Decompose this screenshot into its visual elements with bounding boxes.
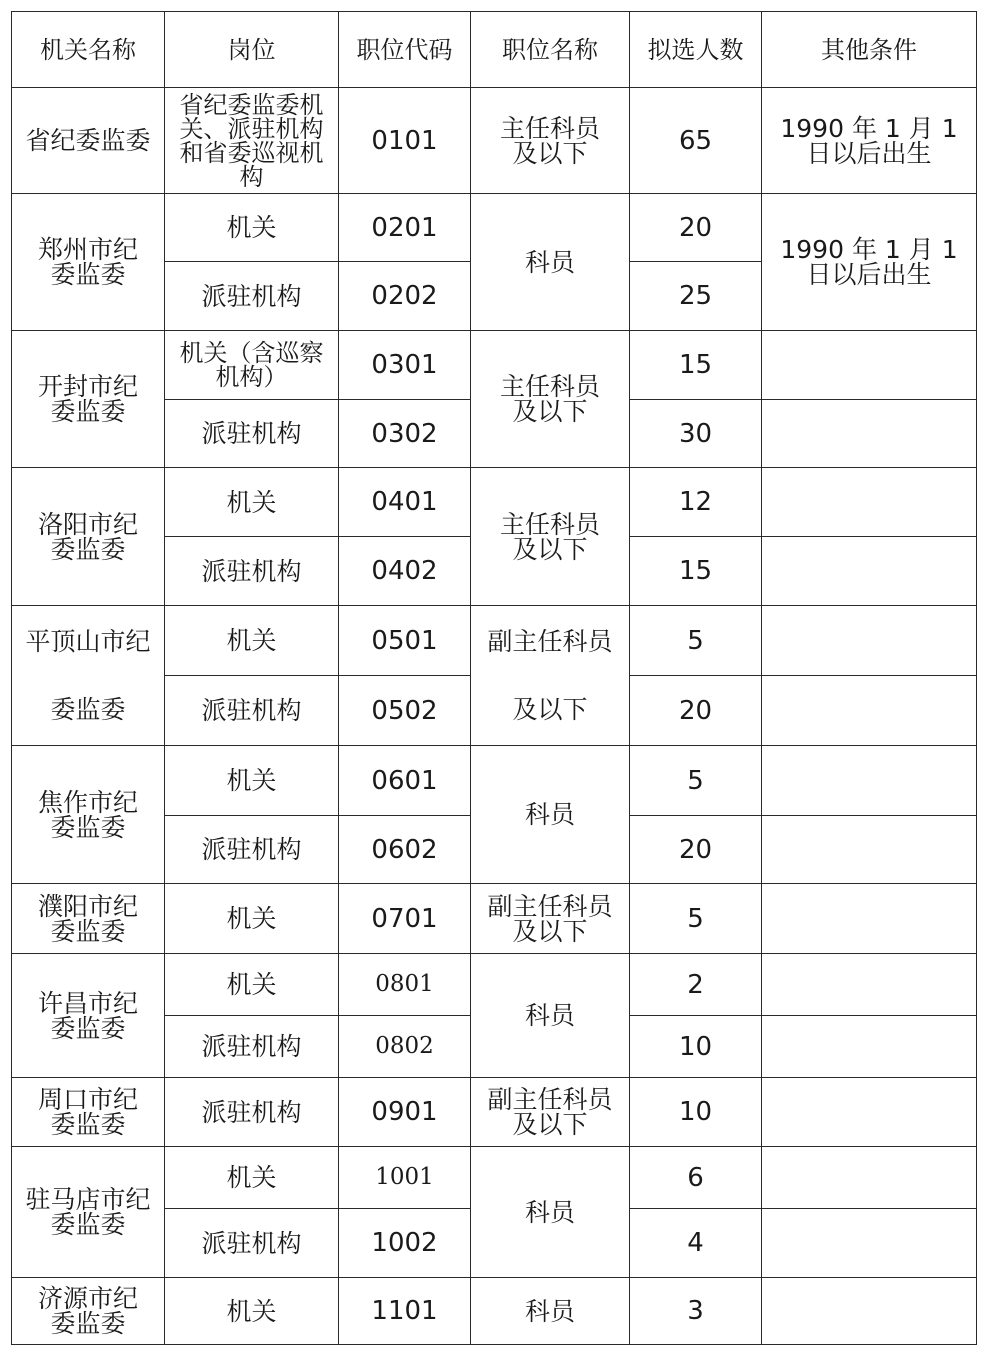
post-name: 派驻机构 — [165, 262, 339, 331]
org-name: 郑州市纪委监委 — [12, 194, 165, 331]
hire-count: 65 — [630, 88, 762, 194]
table-row — [12, 884, 977, 954]
post-name: 派驻机构 — [165, 1209, 339, 1278]
header-row — [12, 12, 977, 88]
other-condition: 1990 年 1 月 1 日以后出生 — [762, 194, 977, 331]
post-title: 副主任科员及以下 — [471, 884, 630, 954]
header-org: 机关名称 — [12, 12, 165, 88]
post-code: 0501 — [339, 606, 471, 676]
table-row — [12, 1147, 977, 1209]
post-name: 机关 — [165, 468, 339, 537]
hire-count: 20 — [630, 816, 762, 884]
post-code: 1002 — [339, 1209, 471, 1278]
hire-count: 12 — [630, 468, 762, 537]
other-condition — [762, 537, 977, 606]
other-condition — [762, 954, 977, 1016]
post-name: 机关 — [165, 1278, 339, 1345]
hire-count: 10 — [630, 1016, 762, 1078]
other-condition: 1990 年 1 月 1 日以后出生 — [762, 88, 977, 194]
other-condition — [762, 676, 977, 746]
post-code: 0701 — [339, 884, 471, 954]
org-name: 洛阳市纪委监委 — [12, 468, 165, 606]
hire-count: 15 — [630, 331, 762, 400]
other-condition — [762, 606, 977, 676]
org-name: 濮阳市纪委监委 — [12, 884, 165, 954]
post-name: 派驻机构 — [165, 816, 339, 884]
hire-count: 5 — [630, 746, 762, 816]
post-name: 派驻机构 — [165, 400, 339, 468]
org-name: 许昌市纪委监委 — [12, 954, 165, 1078]
post-name: 派驻机构 — [165, 1078, 339, 1147]
post-title: 科员 — [471, 746, 630, 884]
post-title: 主任科员及以下 — [471, 331, 630, 468]
table-row — [12, 954, 977, 1016]
hire-count: 2 — [630, 954, 762, 1016]
other-condition — [762, 400, 977, 468]
post-code: 0201 — [339, 194, 471, 262]
post-code: 0601 — [339, 746, 471, 816]
header-count: 拟选人数 — [630, 12, 762, 88]
post-code: 0402 — [339, 537, 471, 606]
hire-count: 4 — [630, 1209, 762, 1278]
org-name: 济源市纪委监委 — [12, 1278, 165, 1345]
post-name: 机关 — [165, 1147, 339, 1209]
hire-count: 10 — [630, 1078, 762, 1147]
hire-count: 20 — [630, 194, 762, 262]
post-title: 副主任科员及以下 — [471, 1078, 630, 1147]
org-name: 开封市纪委监委 — [12, 331, 165, 468]
hire-count: 20 — [630, 676, 762, 746]
other-condition — [762, 331, 977, 400]
post-title: 科员 — [471, 1147, 630, 1278]
hire-count: 15 — [630, 537, 762, 606]
post-name: 机关 — [165, 194, 339, 262]
header-code: 职位代码 — [339, 12, 471, 88]
table-row — [12, 746, 977, 816]
post-code: 0502 — [339, 676, 471, 746]
table-row — [12, 1078, 977, 1147]
hire-count: 5 — [630, 884, 762, 954]
other-condition — [762, 1209, 977, 1278]
header-post: 岗位 — [165, 12, 339, 88]
header-title: 职位名称 — [471, 12, 630, 88]
post-code: 0202 — [339, 262, 471, 331]
other-condition — [762, 816, 977, 884]
table-row — [12, 331, 977, 400]
table-row — [12, 88, 977, 194]
post-code: 0801 — [339, 954, 471, 1016]
hire-count: 3 — [630, 1278, 762, 1345]
post-code: 0301 — [339, 331, 471, 400]
post-name: 机关（含巡察机构） — [165, 331, 339, 400]
hire-count: 25 — [630, 262, 762, 331]
post-name: 派驻机构 — [165, 537, 339, 606]
table-row — [12, 1278, 977, 1345]
other-condition — [762, 1016, 977, 1078]
org-name: 焦作市纪委监委 — [12, 746, 165, 884]
org-name: 周口市纪委监委 — [12, 1078, 165, 1147]
other-condition — [762, 884, 977, 954]
post-code: 0802 — [339, 1016, 471, 1078]
table-row — [12, 194, 977, 262]
post-name: 机关 — [165, 606, 339, 676]
post-title: 主任科员及以下 — [471, 88, 630, 194]
other-condition — [762, 468, 977, 537]
post-name: 机关 — [165, 884, 339, 954]
table-row — [12, 606, 977, 676]
post-code: 1101 — [339, 1278, 471, 1345]
post-title: 主任科员及以下 — [471, 468, 630, 606]
post-title: 科员 — [471, 1278, 630, 1345]
post-title: 科员 — [471, 194, 630, 331]
other-condition — [762, 1278, 977, 1345]
post-name: 机关 — [165, 954, 339, 1016]
org-name: 驻马店市纪委监委 — [12, 1147, 165, 1278]
hire-count: 30 — [630, 400, 762, 468]
post-name: 派驻机构 — [165, 676, 339, 746]
recruitment-table — [11, 11, 977, 1345]
post-name: 派驻机构 — [165, 1016, 339, 1078]
other-condition — [762, 746, 977, 816]
post-code: 1001 — [339, 1147, 471, 1209]
post-name: 省纪委监委机关、派驻机构和省委巡视机构 — [165, 88, 339, 194]
post-code: 0101 — [339, 88, 471, 194]
post-code: 0602 — [339, 816, 471, 884]
table-row — [12, 468, 977, 537]
post-code: 0901 — [339, 1078, 471, 1147]
header-cond: 其他条件 — [762, 12, 977, 88]
hire-count: 5 — [630, 606, 762, 676]
post-code: 0401 — [339, 468, 471, 537]
org-name: 省纪委监委 — [12, 88, 165, 194]
post-title: 科员 — [471, 954, 630, 1078]
hire-count: 6 — [630, 1147, 762, 1209]
post-title: 副主任科员及以下 — [471, 606, 630, 746]
post-name: 机关 — [165, 746, 339, 816]
other-condition — [762, 1078, 977, 1147]
post-code: 0302 — [339, 400, 471, 468]
org-name: 平顶山市纪委监委 — [12, 606, 165, 746]
other-condition — [762, 1147, 977, 1209]
